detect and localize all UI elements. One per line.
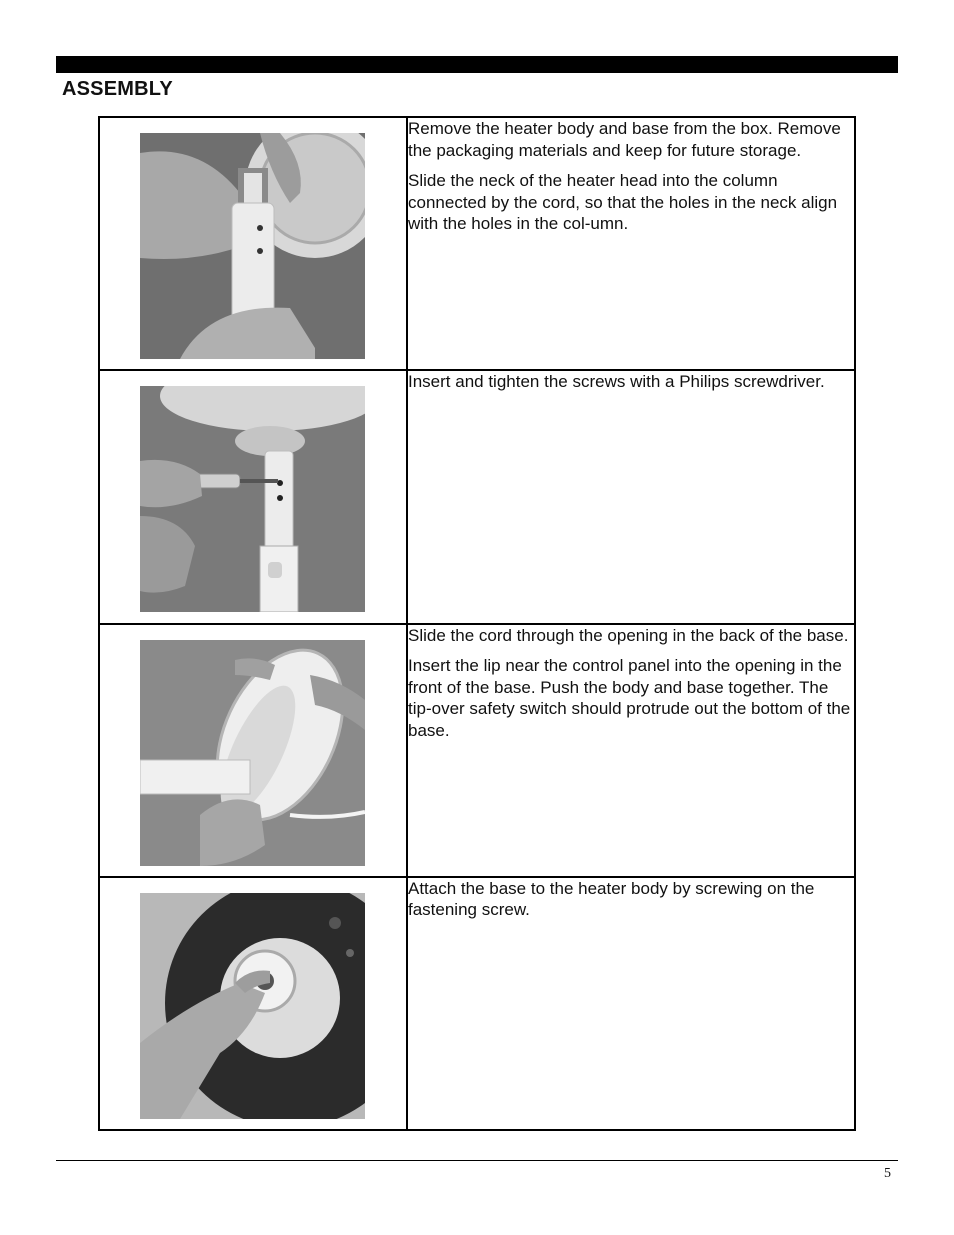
screwdriver-tightening-screw-photo	[140, 386, 365, 612]
step-paragraph: Insert and tighten the screws with a Philips screwdriver.	[408, 372, 825, 392]
page-number: 5	[884, 1166, 891, 1181]
step-paragraph: Remove the heater body and base from the box. Remove the packaging materials and keep for future storage.	[408, 119, 841, 160]
step-paragraph: Insert the lip near the control panel into the opening in the front of the base. Push the body and base together. The tip-over safety switch should protrude out the bottom of the base.	[408, 656, 851, 740]
step-paragraph: Slide the cord through the opening in the back of the base.	[408, 625, 849, 645]
step-instructions	[408, 625, 854, 742]
step-row-2	[99, 370, 855, 623]
step-instructions	[408, 371, 854, 393]
fastening-screw-on-base-photo	[140, 893, 365, 1119]
assembly-steps-table	[98, 116, 856, 1131]
step-row-4	[99, 877, 855, 1130]
step-instructions	[408, 878, 854, 921]
step-paragraph: Attach the base to the heater body by screwing on the fastening screw.	[408, 878, 815, 920]
footer-rule	[56, 1160, 898, 1161]
step-instructions	[408, 118, 854, 235]
attaching-base-to-column-photo	[140, 640, 365, 866]
step-paragraph: Slide the neck of the heater head into the column connected by the cord, so that the holes in the neck align with the holes in the col-umn.	[408, 171, 838, 233]
section-title: ASSEMBLY	[62, 78, 173, 100]
step-row-3	[99, 624, 855, 877]
header-bar	[56, 56, 898, 73]
hands-inserting-heater-neck-photo	[140, 133, 365, 359]
step-row-1	[99, 117, 855, 370]
